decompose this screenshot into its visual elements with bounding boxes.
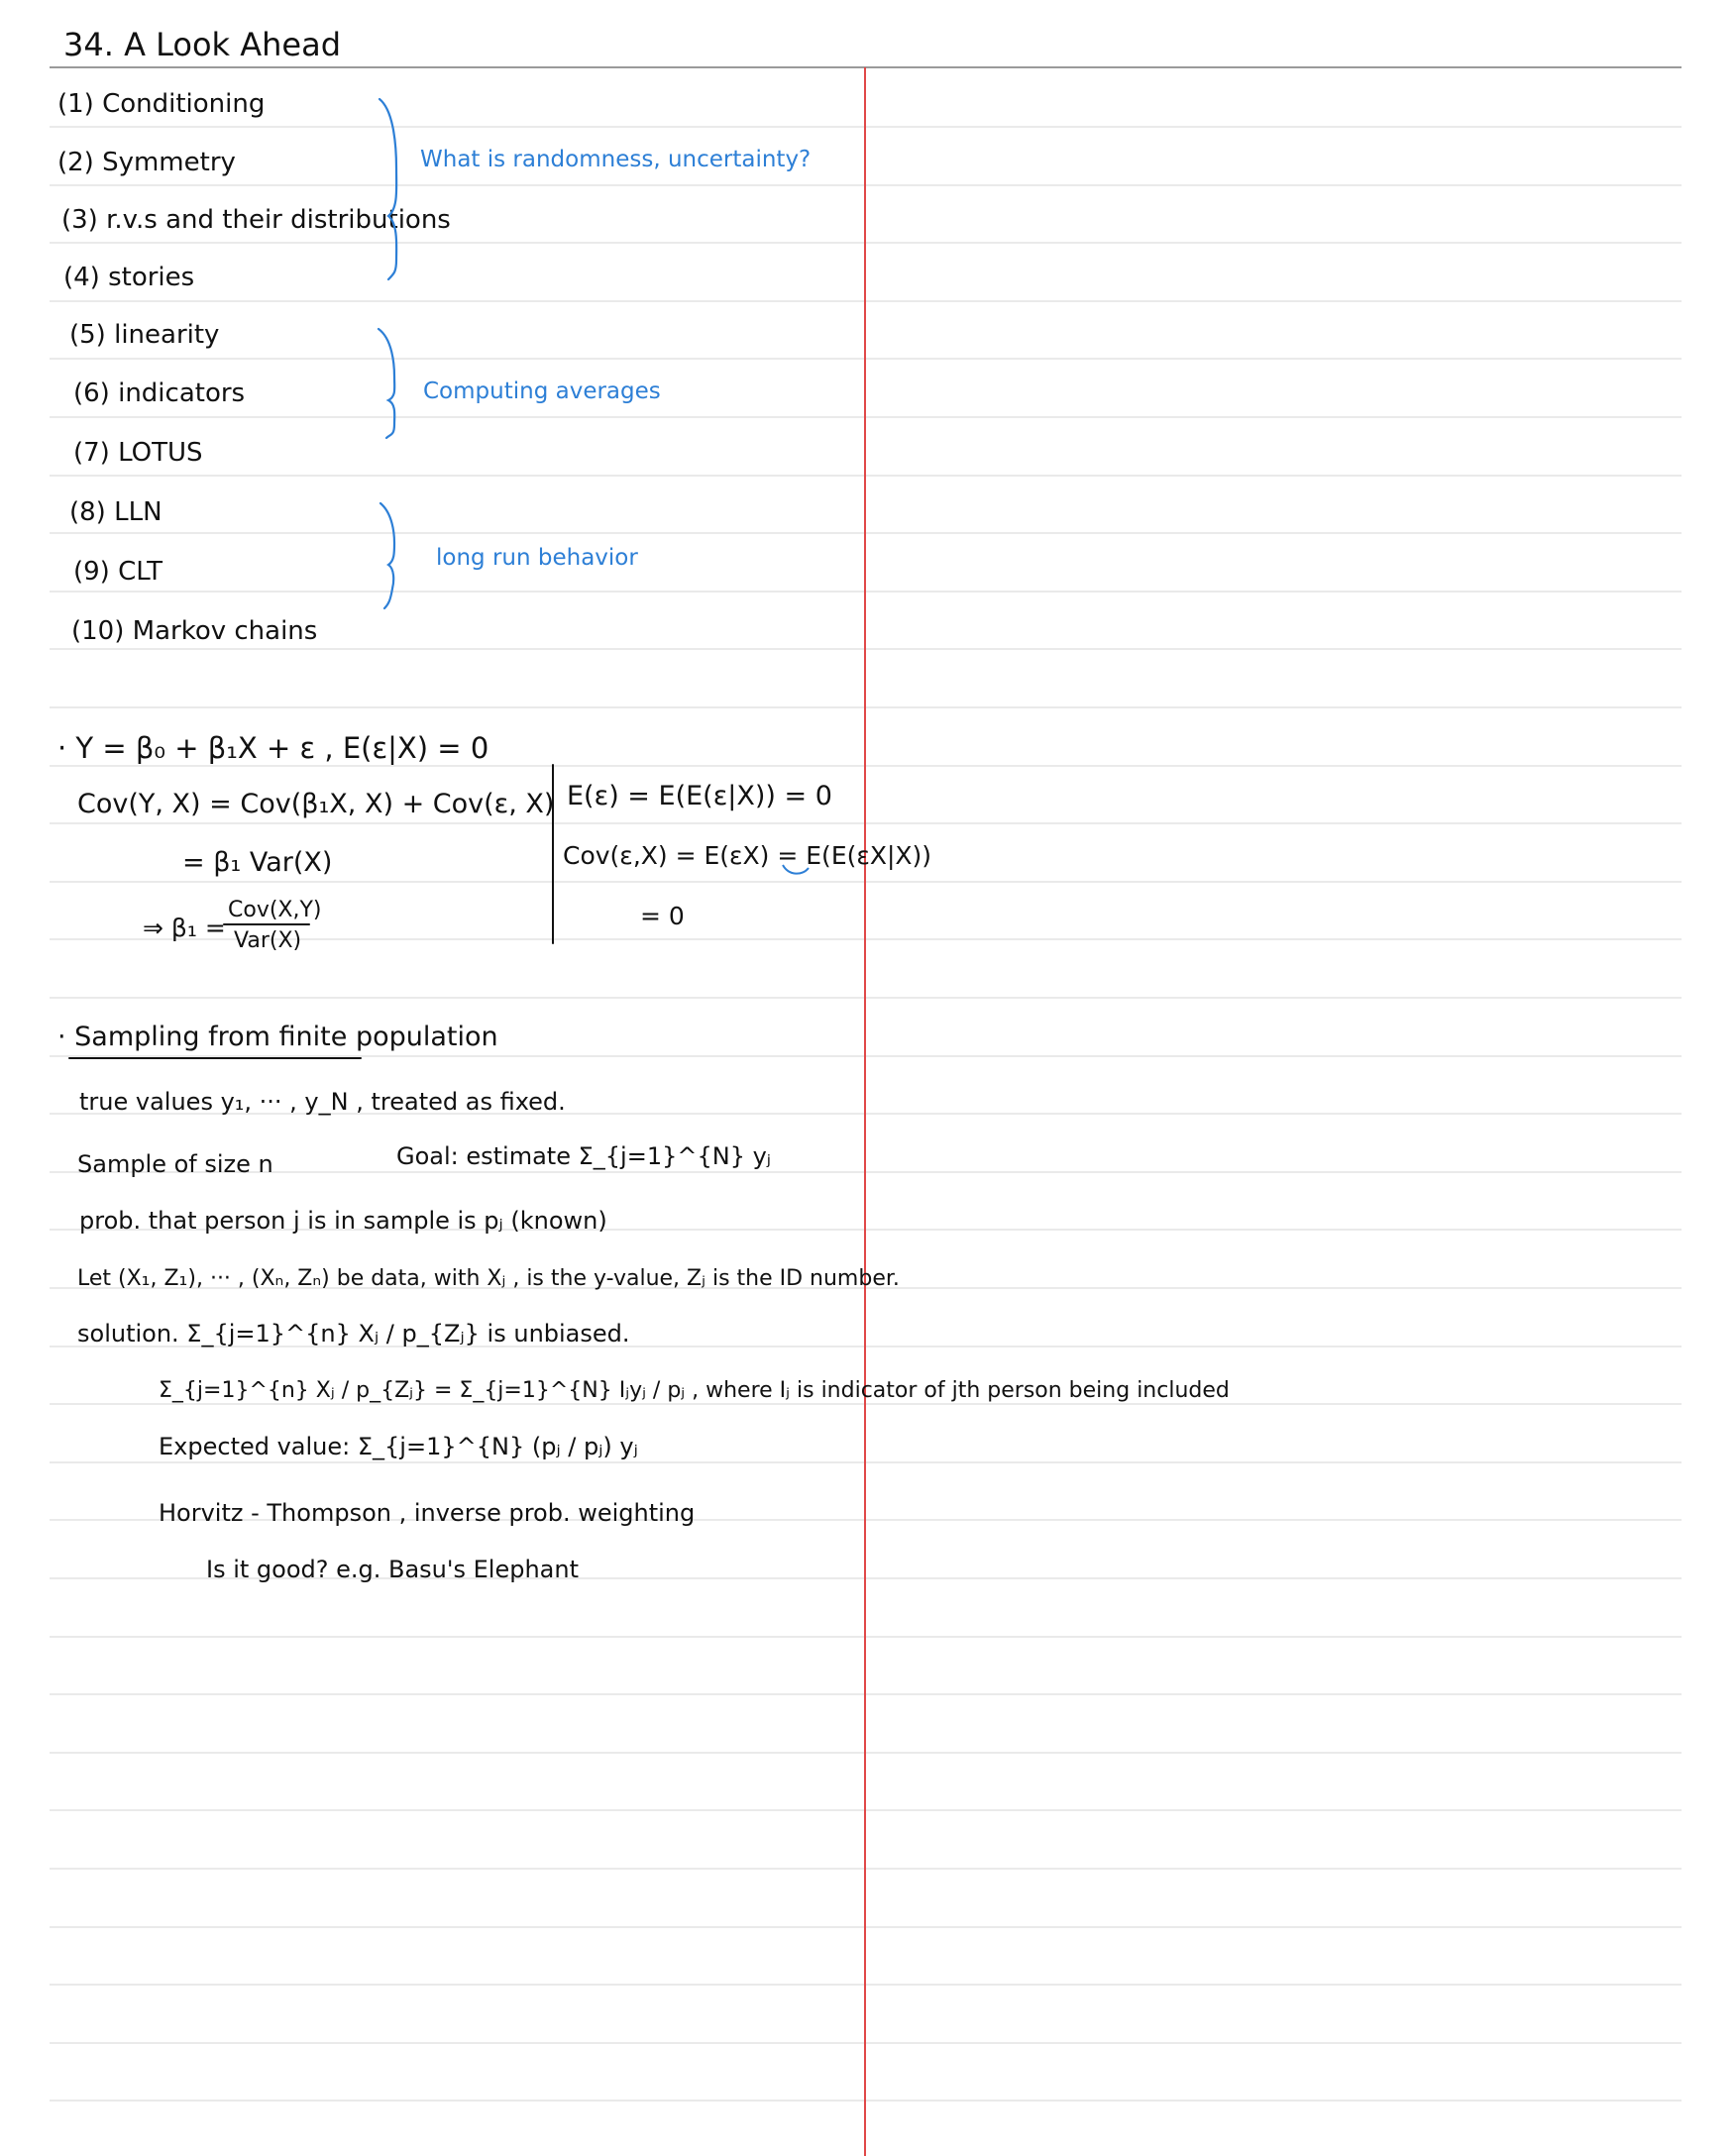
sampling-heading: · Sampling from finite population: [57, 1022, 498, 1052]
topic-item: (1) Conditioning: [57, 89, 266, 119]
annotation-longrun: long run behavior: [436, 545, 638, 571]
sampling-line-3: prob. that person j is in sample is pⱼ (known): [79, 1207, 607, 1235]
fraction-denominator: Var(X): [234, 928, 302, 953]
sampling-line-9: Is it good? e.g. Basu's Elephant: [206, 1556, 579, 1583]
side-line-3: = 0: [640, 902, 685, 930]
topic-item: (9) CLT: [73, 557, 163, 587]
cov-line-1: Cov(Y, X) = Cov(β₁X, X) + Cov(ε, X): [77, 789, 555, 819]
topic-item: (8) LLN: [69, 497, 163, 527]
sampling-line-4: Let (X₁, Z₁), ··· , (Xₙ, Zₙ) be data, with Xⱼ , is the y-value, Zⱼ is the ID number.: [77, 1266, 900, 1291]
sampling-line-2a: Sample of size n: [77, 1150, 273, 1178]
regression-model: · Y = β₀ + β₁X + ε , E(ε|X) = 0: [57, 731, 489, 765]
side-line-1: E(ε) = E(E(ε|X)) = 0: [567, 781, 832, 811]
brace-group-2: [379, 329, 394, 438]
fraction-numerator: Cov(X,Y): [228, 898, 322, 922]
regression-section: [57, 731, 931, 953]
implies-beta: ⇒ β₁ =: [143, 914, 226, 942]
topic-item: (3) r.v.s and their distributions: [61, 205, 451, 235]
sampling-line-2b: Goal: estimate Σ_{j=1}^{N} yⱼ: [396, 1142, 771, 1170]
side-line-2: Cov(ε,X) = E(εX) = E(E(εX|X)): [563, 841, 932, 870]
sampling-line-6: Σ_{j=1}^{n} Xⱼ / p_{Zⱼ} = Σ_{j=1}^{N} Iⱼyⱼ / pⱼ , where Iⱼ is indicator of jth person being included: [159, 1378, 1230, 1403]
topic-item: (7) LOTUS: [73, 438, 203, 468]
sampling-line-8: Horvitz - Thompson , inverse prob. weighting: [159, 1499, 696, 1527]
topic-item: (6) indicators: [73, 378, 246, 408]
sampling-line-5: solution. Σ_{j=1}^{n} Xⱼ / p_{Zⱼ} is unbiased.: [77, 1320, 630, 1348]
sampling-section: [57, 1022, 1230, 1583]
cov-line-2: = β₁ Var(X): [182, 847, 333, 878]
topic-item: (2) Symmetry: [57, 148, 236, 177]
sampling-line-7: Expected value: Σ_{j=1}^{N} (pⱼ / pⱼ) yⱼ: [159, 1433, 638, 1460]
brace-group-3: [380, 503, 394, 608]
topic-item: (10) Markov chains: [71, 616, 318, 646]
annotation-randomness: What is randomness, uncertainty?: [420, 147, 812, 172]
page-title: 34. A Look Ahead: [63, 26, 342, 63]
annotation-averages: Computing averages: [423, 378, 661, 404]
topic-item: (4) stories: [63, 263, 195, 292]
sampling-line-1: true values y₁, ··· , y_N , treated as fixed.: [79, 1088, 566, 1116]
topic-item: (5) linearity: [69, 320, 220, 350]
